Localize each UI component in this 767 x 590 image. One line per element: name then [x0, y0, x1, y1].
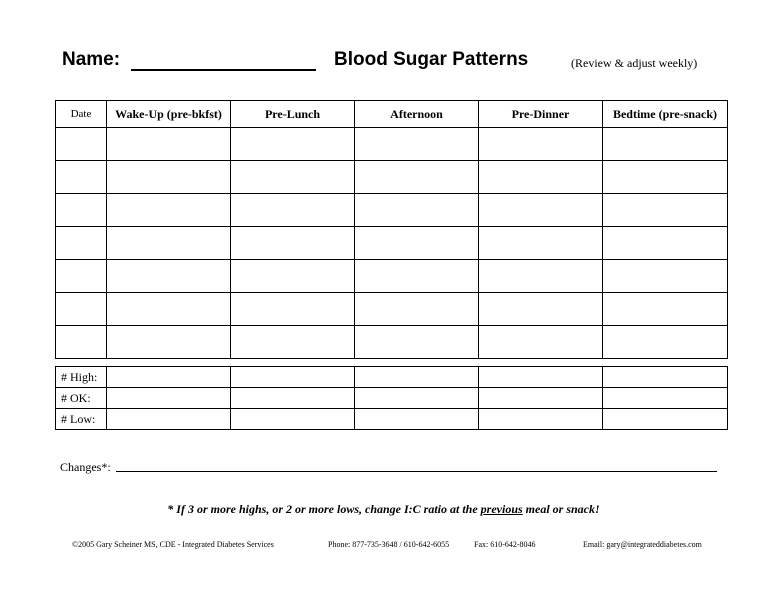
entry-cell[interactable] — [355, 194, 479, 227]
entry-cell[interactable] — [231, 326, 355, 359]
column-header-bedtime: Bedtime (pre-snack) — [603, 101, 728, 128]
entry-cell[interactable] — [479, 293, 603, 326]
entry-cell[interactable] — [355, 227, 479, 260]
footer-fax: Fax: 610-642-8046 — [474, 540, 536, 549]
entry-cell[interactable] — [231, 161, 355, 194]
entry-cell[interactable] — [603, 161, 728, 194]
entry-cell[interactable] — [355, 293, 479, 326]
entry-cell[interactable] — [56, 227, 107, 260]
column-header-wake-up: Wake-Up (pre-bkfst) — [107, 101, 231, 128]
entry-cell[interactable] — [355, 260, 479, 293]
summary-cell[interactable] — [107, 409, 231, 430]
entry-cell[interactable] — [107, 293, 231, 326]
summary-label-low: # Low: — [56, 409, 107, 430]
page-subtitle: (Review & adjust weekly) — [571, 56, 698, 70]
entry-cell[interactable] — [355, 326, 479, 359]
entry-cell[interactable] — [603, 194, 728, 227]
table-row — [56, 194, 728, 227]
entry-cell[interactable] — [107, 227, 231, 260]
entry-cell[interactable] — [479, 227, 603, 260]
note-emphasis: previous — [480, 502, 523, 516]
adjustment-note — [0, 502, 767, 517]
changes-field[interactable] — [116, 471, 717, 472]
table-row — [56, 161, 728, 194]
entry-cell[interactable] — [355, 161, 479, 194]
table-row — [56, 293, 728, 326]
column-header-afternoon: Afternoon — [355, 101, 479, 128]
summary-cell[interactable] — [231, 367, 355, 388]
summary-cell[interactable] — [355, 367, 479, 388]
name-field[interactable] — [131, 69, 316, 71]
blood-sugar-table — [55, 100, 728, 359]
entry-cell[interactable] — [231, 128, 355, 161]
column-header-pre-lunch: Pre-Lunch — [231, 101, 355, 128]
footer-copyright: ©2005 Gary Scheiner MS, CDE - Integrated Diabetes Services — [72, 540, 274, 549]
summary-cell[interactable] — [603, 409, 728, 430]
entry-cell[interactable] — [603, 227, 728, 260]
entry-cell[interactable] — [56, 326, 107, 359]
name-label: Name: — [62, 49, 121, 70]
entry-cell[interactable] — [107, 260, 231, 293]
entry-cell[interactable] — [231, 260, 355, 293]
entry-cell[interactable] — [479, 326, 603, 359]
entry-cell[interactable] — [107, 128, 231, 161]
column-header-date: Date — [56, 101, 107, 128]
changes-label: Changes*: — [60, 460, 111, 474]
entry-cell[interactable] — [56, 194, 107, 227]
summary-cell[interactable] — [107, 388, 231, 409]
entry-cell[interactable] — [56, 161, 107, 194]
entry-cell[interactable] — [603, 326, 728, 359]
table-row — [56, 227, 728, 260]
entry-cell[interactable] — [479, 161, 603, 194]
summary-cell[interactable] — [603, 388, 728, 409]
entry-cell[interactable] — [479, 194, 603, 227]
note-text-before: * If 3 or more highs, or 2 or more lows, change I:C ratio at the — [167, 502, 481, 516]
footer-phone: Phone: 877-735-3648 / 610-642-6055 — [328, 540, 450, 549]
entry-cell[interactable] — [56, 128, 107, 161]
summary-label-high: # High: — [56, 367, 107, 388]
entry-cell[interactable] — [355, 128, 479, 161]
table-row — [56, 260, 728, 293]
table-row — [56, 128, 728, 161]
footer-email: Email: gary@integrateddiabetes.com — [583, 540, 702, 549]
entry-cell[interactable] — [107, 194, 231, 227]
summary-cell[interactable] — [479, 409, 603, 430]
page-title: Blood Sugar Patterns — [334, 49, 529, 70]
summary-row-low — [56, 409, 728, 430]
summary-cell[interactable] — [603, 367, 728, 388]
summary-row-high — [56, 367, 728, 388]
entry-cell[interactable] — [231, 293, 355, 326]
summary-cell[interactable] — [231, 409, 355, 430]
summary-cell[interactable] — [355, 409, 479, 430]
entry-cell[interactable] — [107, 326, 231, 359]
entry-cell[interactable] — [479, 260, 603, 293]
entry-cell[interactable] — [56, 260, 107, 293]
table-row — [56, 326, 728, 359]
summary-row-ok — [56, 388, 728, 409]
entry-cell[interactable] — [231, 194, 355, 227]
summary-table — [55, 366, 728, 430]
entry-cell[interactable] — [107, 161, 231, 194]
table-header-row — [56, 101, 728, 128]
summary-cell[interactable] — [479, 388, 603, 409]
entry-cell[interactable] — [479, 128, 603, 161]
entry-cell[interactable] — [56, 293, 107, 326]
entry-cell[interactable] — [231, 227, 355, 260]
column-header-pre-dinner: Pre-Dinner — [479, 101, 603, 128]
summary-cell[interactable] — [231, 388, 355, 409]
note-text-after: meal or snack! — [522, 502, 600, 516]
summary-cell[interactable] — [355, 388, 479, 409]
entry-cell[interactable] — [603, 293, 728, 326]
entry-cell[interactable] — [603, 260, 728, 293]
summary-cell[interactable] — [479, 367, 603, 388]
summary-label-ok: # OK: — [56, 388, 107, 409]
summary-cell[interactable] — [107, 367, 231, 388]
entry-cell[interactable] — [603, 128, 728, 161]
